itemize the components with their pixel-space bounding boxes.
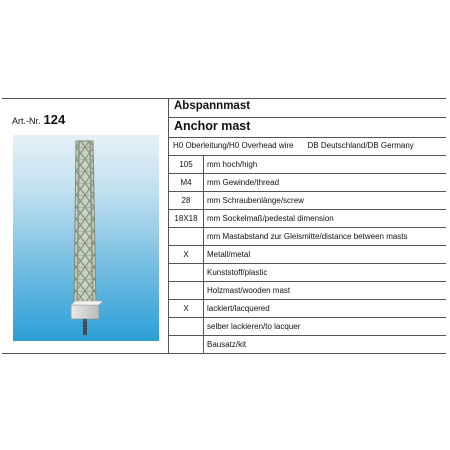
spec-label: Metall/metal (207, 250, 251, 259)
spec-row (169, 299, 446, 318)
product-title-de: Abspannmast (174, 100, 251, 112)
article-prefix: Art.-Nr. (12, 116, 41, 126)
spec-value: 28 (181, 196, 191, 205)
product-title-en: Anchor mast (174, 119, 251, 133)
spec-row (169, 281, 446, 300)
spec-label: lackiert/lacquered (207, 304, 270, 313)
spec-label: mm Schraubenlänge/screw (207, 196, 304, 205)
spec-label: Holzmast/wooden mast (207, 286, 291, 295)
spec-row (169, 227, 446, 246)
spec-row (169, 335, 446, 354)
article-number-value: 124 (43, 112, 66, 127)
spec-label: mm hoch/high (207, 160, 258, 169)
spec-row (169, 191, 446, 210)
spec-label: mm Sockelmaß/pedestal dimension (207, 214, 334, 223)
image-panel (2, 99, 169, 353)
product-subtitle (173, 141, 414, 150)
spec-row (169, 317, 446, 336)
spec-value: X (183, 250, 189, 259)
spec-row (169, 245, 446, 264)
scale-label: H0 Oberleitung/H0 Overhead wire (173, 141, 294, 150)
spec-label: mm Gewinde/thread (207, 178, 280, 187)
divider (169, 137, 446, 138)
spec-label: selber lackieren/to lacquer (207, 322, 301, 331)
product-photo (13, 135, 159, 341)
spec-value: 105 (179, 160, 193, 169)
spec-panel (169, 99, 446, 353)
spec-row (169, 155, 446, 174)
divider (169, 117, 446, 118)
spec-row (169, 209, 446, 228)
spec-row (169, 173, 446, 192)
spec-label: Kunststoff/plastic (207, 268, 268, 277)
railway-label: DB Deutschland/DB Germany (307, 141, 414, 150)
spec-label: mm Mastabstand zur Gleismitte/distance between masts (207, 232, 408, 241)
product-sheet (2, 98, 446, 354)
spec-row (169, 263, 446, 282)
article-number (12, 112, 65, 127)
spec-value: M4 (180, 178, 192, 187)
anchor-mast-image (13, 135, 159, 341)
spec-value: 18X18 (174, 214, 198, 223)
spec-label: Bausatz/kit (207, 340, 247, 349)
spec-value: X (183, 304, 189, 313)
